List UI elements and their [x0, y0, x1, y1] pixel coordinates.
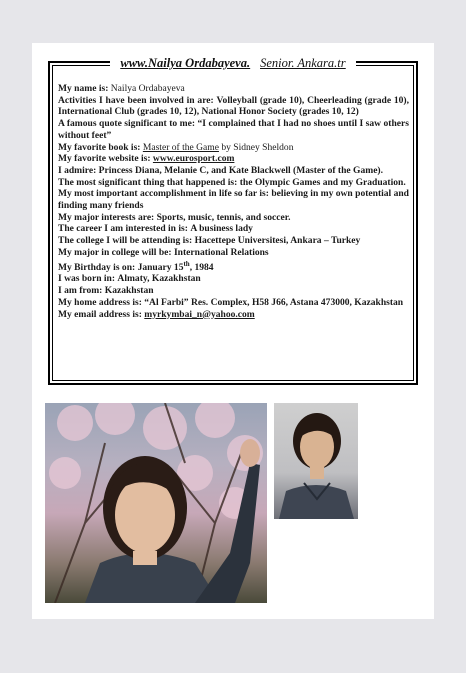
accomplishment-line: My most important accomplishment in life so far is: believing in my own potential and finding many friends: [58, 188, 409, 212]
portrait-photo-small: [274, 403, 358, 519]
birthday-line: My Birthday is on: January 15th, 1984: [58, 259, 214, 273]
address-line: My home address is: “Al Farbi” Res. Complex, H58 J66, Astana 473000, Kazakhstan: [58, 296, 404, 308]
profile-text: [58, 83, 409, 320]
major-line: My major in college will be: International Relations: [58, 246, 269, 258]
quote-line: A famous quote significant to me: “I complained that I had no shoes until I saw others without feet”: [58, 118, 409, 141]
email-link[interactable]: myrkymbai_n@yahoo.com: [144, 308, 255, 320]
college-line: The college I will be attending is: Hacettepe Universitesi, Ankara – Turkey: [58, 235, 361, 247]
book-line: My favorite book is: Master of the Game by Sidney Sheldon: [58, 141, 294, 153]
portrait-photo-large: [45, 403, 267, 603]
interests-line: My major interests are: Sports, music, tennis, and soccer.: [58, 211, 291, 223]
page-sheet: [32, 43, 434, 619]
born-line: I was born in: Almaty, Kazakhstan: [58, 273, 201, 285]
email-line: My email address is: myrkymbai_n@yahoo.com: [58, 308, 255, 320]
from-line: I am from: Kazakhstan: [58, 285, 154, 297]
profile-box: [48, 56, 418, 385]
event-line: The most significant thing that happened is: the Olympic Games and my Graduation.: [58, 176, 406, 188]
page-header: [50, 54, 416, 72]
website-link[interactable]: www.eurosport.com: [152, 153, 235, 165]
site-subtitle: Senior. Ankara.tr: [255, 56, 351, 70]
site-title: www.Nailya Ordabayeva.: [115, 56, 255, 70]
activities-line: Activities I have been involved in are: Volleyball (grade 10), Cheerleading (grade 10), International Club (grades 10, 12), National Honor Society (grades 10, 12): [58, 94, 409, 118]
admire-line: I admire: Princess Diana, Melanie C, and Kate Blackwell (Master of the Game).: [58, 164, 383, 176]
name-line: My name is: Nailya Ordabayeva: [58, 83, 185, 94]
website-line: My favorite website is: www.eurosport.com: [58, 153, 235, 165]
career-line: The career I am interested in is: A business lady: [58, 223, 253, 235]
